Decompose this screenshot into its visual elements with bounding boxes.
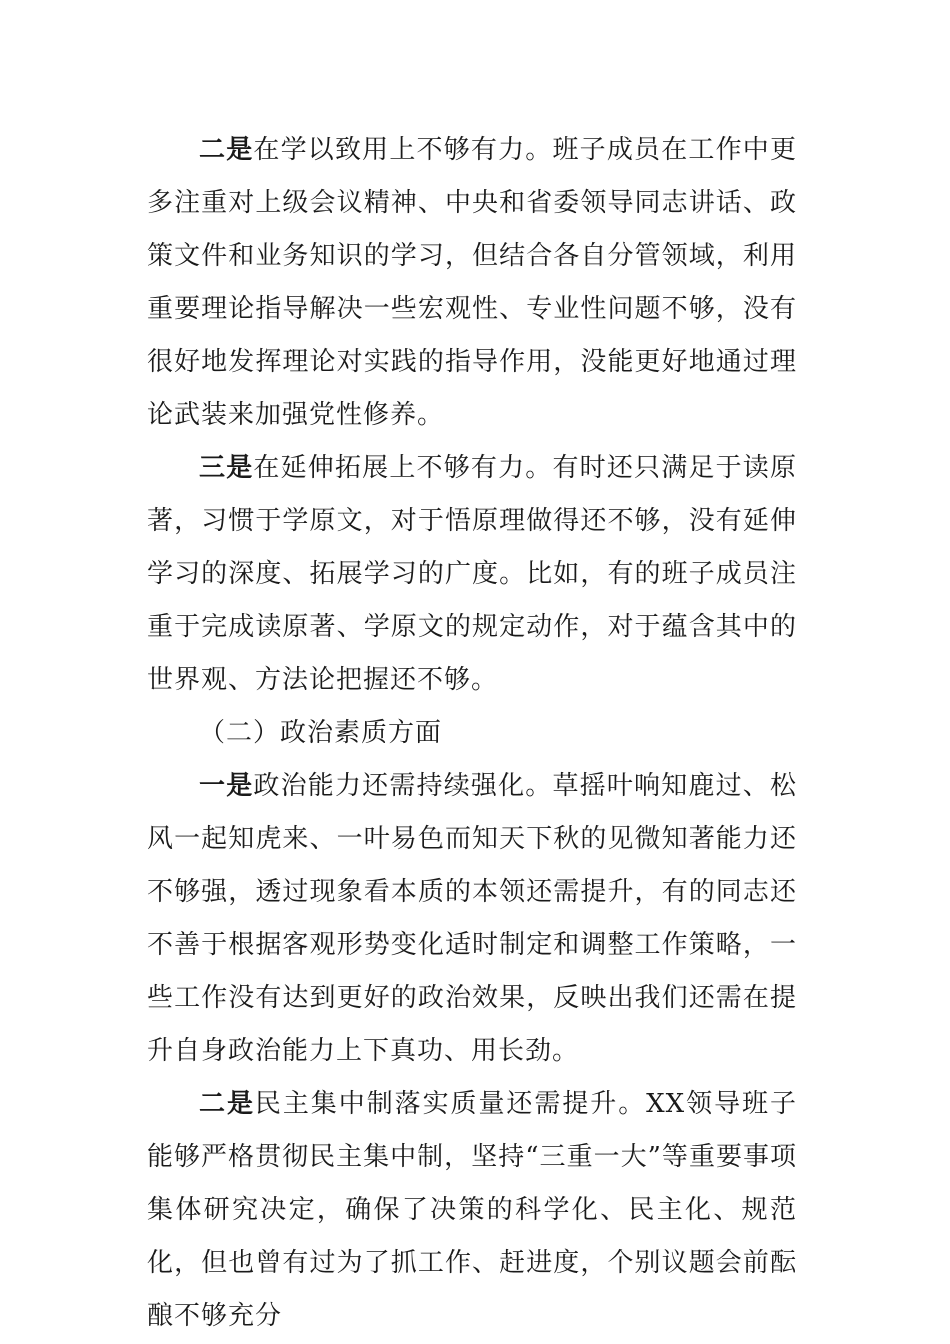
paragraph-text: 民主集中制落实质量还需提升。XX领导班子能够严格贯彻民主集中制，坚持“三重一大”等重要事项集体研究决定，确保了决策的科学化、民主化、规范化，但也曾有过为了抓工作、赶进度，个别议题会前酝酿不够充分 [147, 1089, 797, 1331]
paragraph-study-application [147, 124, 797, 442]
paragraph-text: 政治能力还需持续强化。草摇叶响知鹿过、松风一起知虎来、一叶易色而知天下秋的见微知著能力还不够强，透过现象看本质的本领还需提升，有的同志还不善于根据客观形势变化适时制定和调整工作策略，一些工作没有达到更好的政治效果，反映出我们还需在提升自身政治能力上下真功、用长劲。 [147, 771, 797, 1066]
paragraph-text: 在学以致用上不够有力。班子成员在工作中更多注重对上级会议精神、中央和省委领导同志讲话、政策文件和业务知识的学习，但结合各自分管领域，利用重要理论指导解决一些宏观性、专业性问题不够，没有很好地发挥理论对实践的指导作用，没能更好地通过理论武装来加强党性修养。 [147, 135, 797, 430]
document-body [147, 124, 797, 1343]
paragraph-lead: 二是 [199, 135, 254, 165]
paragraph-political-ability [147, 760, 797, 1078]
paragraph-text: 在延伸拓展上不够有力。有时还只满足于读原著，习惯于学原文，对于悟原理做得还不够，没有延伸学习的深度、拓展学习的广度。比如，有的班子成员注重于完成读原著、学原文的规定动作，对于蕴含其中的世界观、方法论把握还不够。 [147, 453, 797, 695]
section-heading: （二）政治素质方面 [199, 718, 443, 748]
paragraph-lead: 一是 [199, 771, 254, 801]
paragraph-lead: 二是 [199, 1089, 255, 1119]
paragraph-extension [147, 442, 797, 707]
paragraph-democratic-centralism [147, 1078, 797, 1343]
paragraph-lead: 三是 [199, 453, 254, 483]
